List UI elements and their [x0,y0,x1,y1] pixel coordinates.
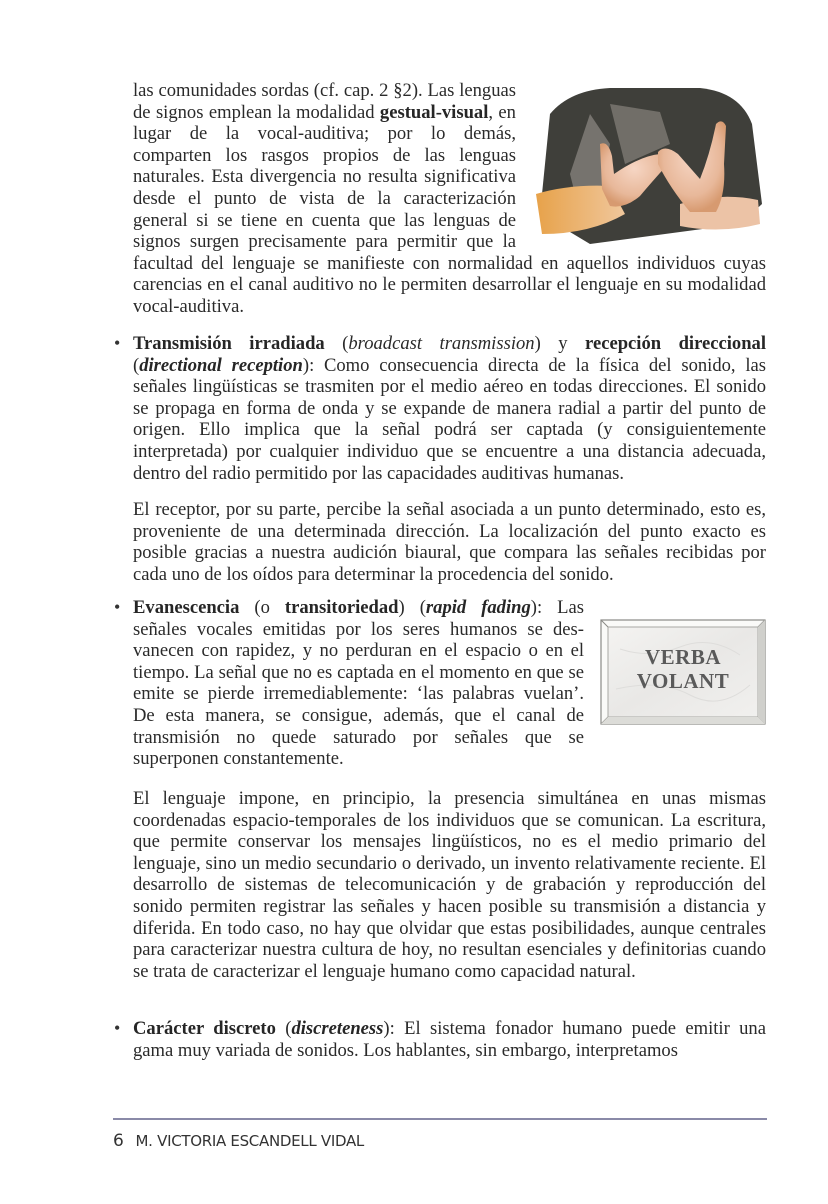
bullet-icon: • [114,333,121,353]
signing-hands-image [530,84,766,246]
verba-volant-plaque [600,619,766,725]
bullet-body: ): Las señales vocales emitidas por los seres humanos se desvanecen con rapidez, y no perduran en el espacio o en el tiempo. La señal que no es captada en el momento en que se emite se pierde irremediablemente: ‘las palabras vuelan’. De esta manera, se consigue, además, que el canal de transmisión no quede saturado por señales que se superponen constantemente. [133,597,584,770]
list-item-evanescencia [114,597,766,770]
intro-paragraph [133,80,766,318]
term-transitoriedad: transitoriedad [284,597,399,618]
intro-text: las comunidades sordas (cf. cap. 2 §2). Las lenguas de signos emplean la modalidad [133,80,516,123]
plaque-line-1: VERBA [644,645,721,669]
intro-text-cont: , en lugar de la vocal-auditiva; por lo demás, comparten los rasgos propios de las lenguas naturales. Esta divergencia no resulta significativa desde el punto de vista de la caracterización general si se tiene en cuenta que las lenguas de signos surgen precisamente para permitir que la facultad del lenguaje se manifieste con normalidad en aquellos individuos cuyas carencias en el canal auditivo no le permiten desarrollar el lenguaje en su modalidad vocal-auditiva. [133,101,766,317]
term-caracter-discreto: Carácter discreto [133,1018,276,1039]
page-number: 6 [113,1131,124,1151]
sign-language-photo [530,84,766,246]
gloss-rapid-fading: rapid fading [425,597,531,618]
paren-text: (o [239,597,285,618]
list-item-transmision: • Transmisión irradiada (broadcast transmission) y recepción direccional (directional reception): Como consecuencia directa de la física del sonido, las señales lingüísticas se trasmiten por el medio aéreo en todas direcciones. El sonido se propaga en forma de onda y se expande de manera radial a partir del punto de origen. Ello implica que la señal podrá ser captada (y consiguientemente interpretada) por cualquier individuo que se encuentre a una distancia adecuada, dentro del radio permitido por las capacidades auditivas humanas. [114,333,767,484]
footer-rule [113,1118,767,1120]
gloss-broadcast: broadcast transmission [348,333,535,354]
plaque-line-2: VOLANT [636,669,730,693]
bullet-icon: • [114,1018,121,1038]
gloss-discreteness: discreteness [291,1018,384,1039]
plaque-inscription [600,645,766,693]
paragraph-receptor: El receptor, por su parte, percibe la señal asociada a un punto determinado, esto es, proveniente de una determinada dirección. La localización del punto exacto es posible gracias a nuestra audición biaural, que compara las señales recibidas por cada uno de los oídos para determinar la procedencia del sonido. [133,499,766,585]
paragraph-lenguaje: El lenguaje impone, en principio, la presencia simultánea en unas mismas coordenadas espacio-temporales de los individuos que se comunican. La escritura, que permite conservar los mensajes lingüísticos, no es el medio primario del lenguaje, sino un medio secundario o derivado, un invento relativamente reciente. El desarrollo de sistemas de telecomunicación y de grabación y reproducción del sonido permiten registrar las señales y hacen posible su transmisión a distancia y diferida. En todo caso, no hay que olvidar que estas posibilidades, aunque centrales para caracterizar nuestra cultura de hoy, no resultan esenciales y definitorias cuando se trata de caracterizar el lenguaje humano como capacidad natural. [133,788,766,982]
term-gestual-visual: gestual-visual [379,101,489,123]
paren-text: ) ( [398,597,426,618]
gloss-directional: directional reception [139,354,303,376]
term-transmision-irradiada: Transmisión irradiada [133,333,325,354]
term-recepcion-direccional: recepción direccional [585,333,767,354]
bullet-body: : El sistema fonador humano puede emitir una gama muy variada de sonidos. Los hablantes, sin embargo, interpretamos [133,1018,766,1061]
connector-text: y [540,333,586,354]
bullet-body: : Como consecuencia directa de la física del sonido, las señales lingüísticas se trasmiten por el medio aéreo en todas direcciones. El sonido se propaga en forma de onda y se expande de manera radial a partir del punto de origen. Ello implica que la señal podrá ser captada (y consiguientemente interpretada) por cualquier individuo que se encuentre a una distancia adecuada, dentro del radio permitido por las capacidades auditivas humanas. [133,354,766,484]
list-item-caracter-discreto: • Carácter discreto (discreteness): El sistema fonador humano puede emitir una gama muy variada de sonidos. Los hablantes, sin embargo, interpretamos [114,1018,766,1061]
bullet-icon: • [114,597,121,617]
page-footer [113,1131,364,1151]
author-name: M. VICTORIA ESCANDELL VIDAL [135,1132,364,1150]
term-evanescencia: Evanescencia [133,597,240,618]
